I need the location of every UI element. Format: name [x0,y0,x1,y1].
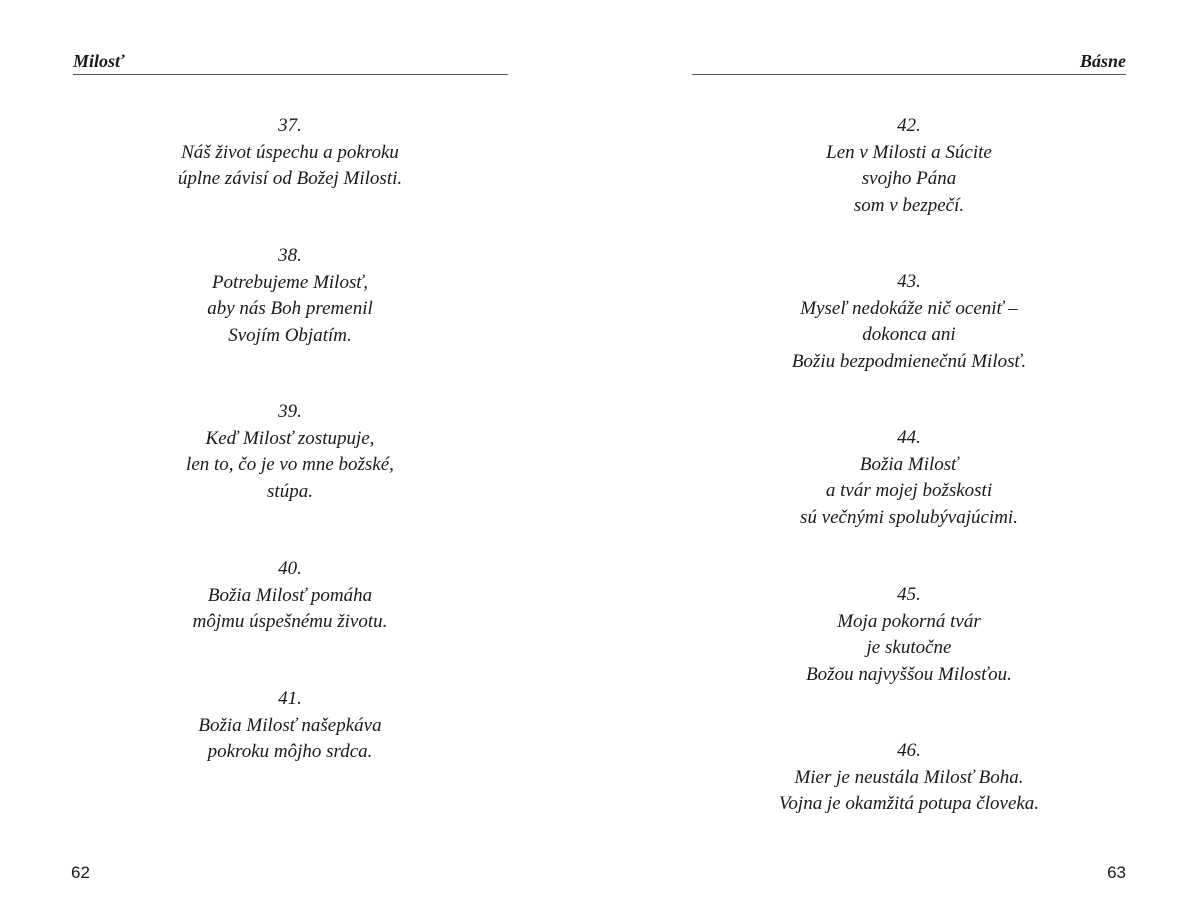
verse-38 [70,243,510,349]
verse-line: Božiu bezpodmienečnú Milosť. [791,350,1027,372]
verse-number: 40. [278,558,302,579]
verse-number: 38. [278,245,302,266]
verse-line: pokroku môjho srdca. [207,741,373,762]
verse-39 [70,399,510,505]
verse-line: Mier je neustála Milosť Boha. [794,766,1024,788]
verse-line: úplne závisí od Božej Milosti. [177,168,403,189]
verse-line: dokonca ani [862,324,956,345]
running-head-right: Básne [1079,51,1126,71]
verse-44 [689,425,1129,531]
verse-37 [70,113,510,193]
page-number-left: 62 [71,863,90,882]
verse-line: Božou najvyššou Milosťou. [806,663,1012,685]
verse-line: som v bezpečí. [853,194,965,216]
verse-number: 44. [897,427,921,448]
verse-line: stúpa. [267,480,313,502]
verse-number: 42. [897,115,921,136]
verse-41 [70,686,510,766]
verse-42 [689,113,1129,219]
running-head-left: Milosť [73,51,125,71]
verse-number: 39. [278,401,302,422]
verse-46 [689,738,1129,818]
verse-45 [689,582,1129,688]
header-rule-right [692,74,1126,75]
verse-line: sú večnými spolubývajúcimi. [800,506,1018,528]
verse-line: môjmu úspešnému životu. [192,611,388,632]
header-rule-left [73,74,508,75]
verse-number: 45. [897,584,921,605]
verse-line: Božia Milosť [859,453,959,475]
verse-line: Vojna je okamžitá potupa človeka. [778,793,1040,814]
verse-line: je skutočne [866,637,952,658]
verse-line: Moja pokorná tvár [837,610,981,632]
verse-line: Myseľ nedokáže nič oceniť – [800,297,1018,319]
verse-line: len to, čo je vo mne božské, [186,454,394,475]
verse-number: 43. [897,271,921,292]
verse-line: Len v Milosti a Súcite [826,141,992,163]
verse-40 [70,556,510,636]
verse-line: Svojím Objatím. [228,324,352,346]
verse-number: 41. [278,688,302,709]
verse-line: Keď Milosť zostupuje, [205,427,375,449]
verse-line: a tvár mojej božskosti [825,480,993,501]
verse-line: Božia Milosť pomáha [207,584,373,606]
verse-43 [689,269,1129,375]
page-number-right: 63 [1107,863,1126,882]
verse-line: Potrebujeme Milosť, [211,271,369,293]
verse-number: 37. [278,115,302,136]
verse-line: aby nás Boh premenil [207,298,373,319]
verse-line: Náš život úspechu a pokroku [181,141,399,163]
verse-line: svojho Pána [861,168,957,189]
right-page [600,0,1200,923]
verse-number: 46. [897,740,921,761]
verse-line: Božia Milosť našepkáva [198,714,382,736]
